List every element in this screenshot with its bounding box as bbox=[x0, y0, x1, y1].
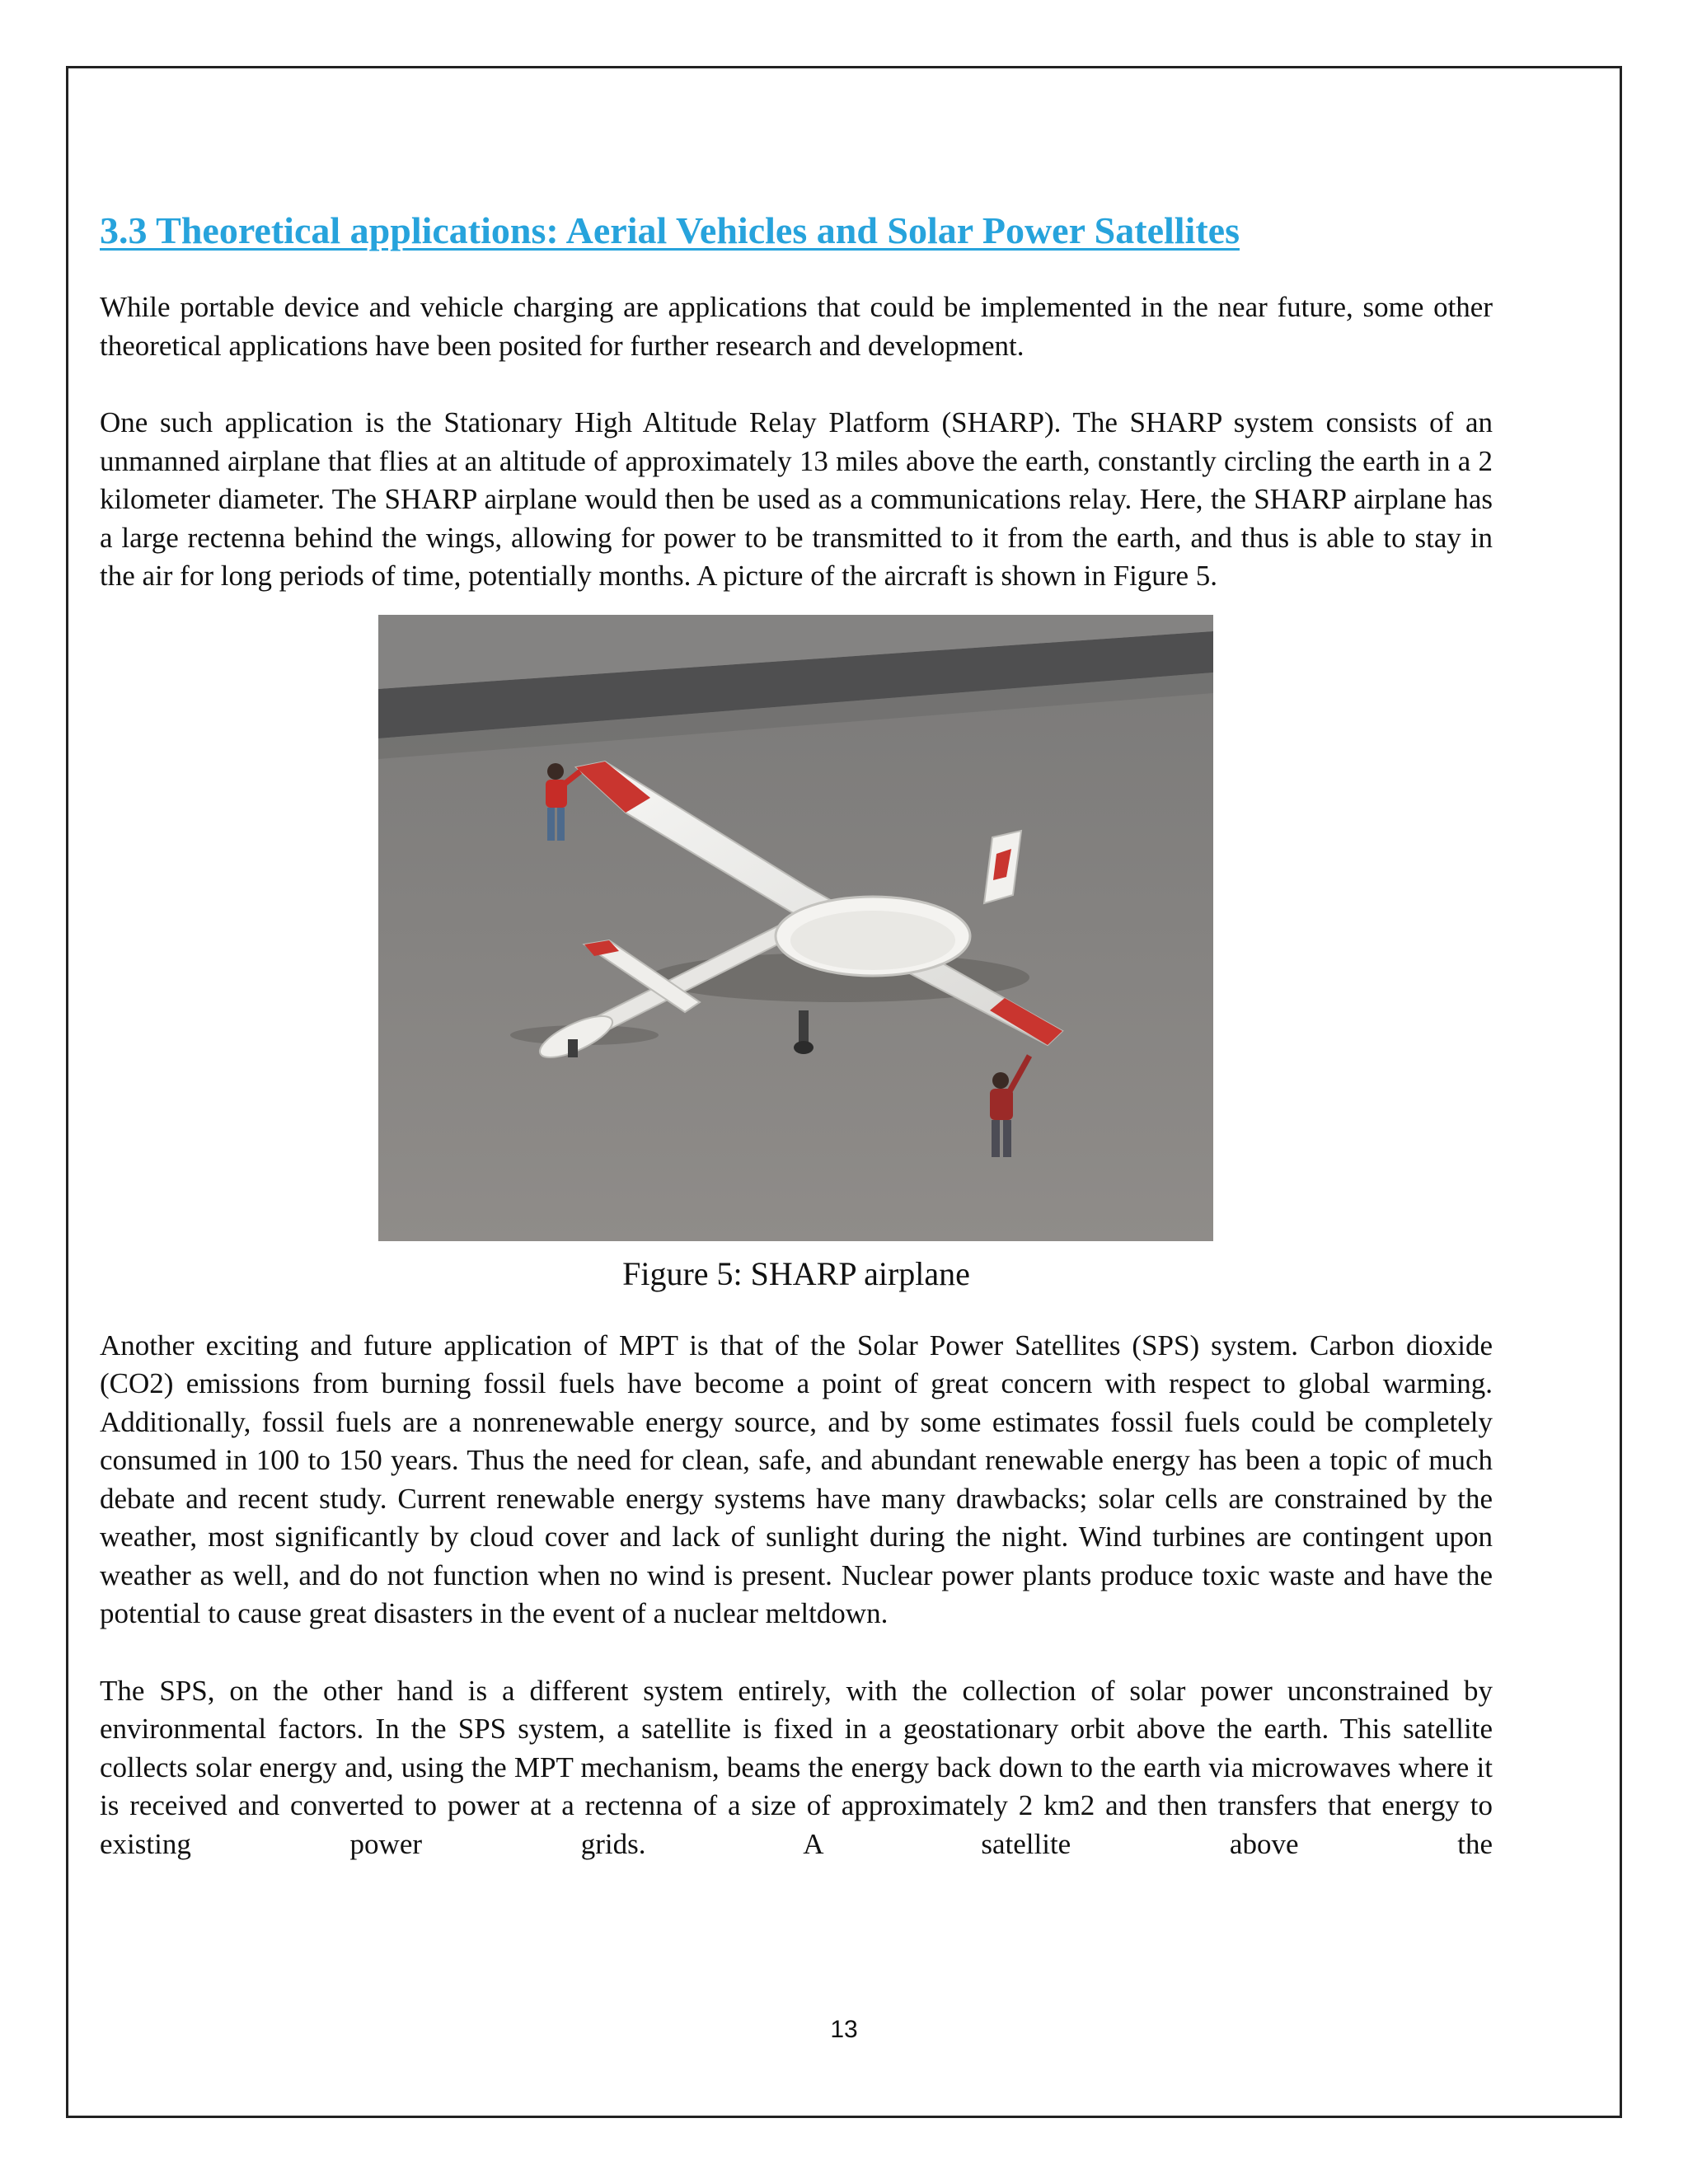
page-number: 13 bbox=[830, 2016, 858, 2043]
paragraph-sps-system: The SPS, on the other hand is a different system entirely, with the collection of solar power unconstrained by environmental factors. In the SPS system, a satellite is fixed in a geostationary orbit above the earth. This satellite collects solar energy and, using the MPT mechanism, beams the energy back down to the earth via microwaves where it is received and converted to power at a rectenna of a size of approximately 2 km2 and then transfers that energy to existing power grids. A satellite above the bbox=[100, 1674, 1493, 1860]
paragraph-sps-intro: Another exciting and future application of MPT is that of the Solar Power Satellites (SPS) system. Carbon dioxide (CO2) emissions from burning fossil fuels have become a point of great concern with respect to global warming. Additionally, fossil fuels are a nonrenewable energy source, and by some estimates fossil fuels could be completely consumed in 100 to 150 years. Thus the need for clean, safe, and abundant renewable energy has been a topic of much debate and recent study. Current renewable energy systems have many drawbacks; solar cells are constrained by the weather, most significantly by cloud cover and lack of sunlight during the night. Wind turbines are contingent upon weather as well, and do not function when no wind is present. Nuclear power plants produce toxic waste and have the potential to cause great disasters in the event of a nuclear meltdown. bbox=[100, 1329, 1493, 1629]
sharp-airplane-photo bbox=[378, 615, 1213, 1241]
figure-caption: Figure 5: SHARP airplane bbox=[622, 1254, 970, 1292]
document-body bbox=[100, 206, 1493, 1902]
paragraph-intro: While portable device and vehicle charging are applications that could be implemented in the near future, some other theoretical applications have been posited for further research and development. bbox=[100, 291, 1493, 362]
section-heading: 3.3 Theoretical applications: Aerial Vehicles and Solar Power Satellites bbox=[100, 209, 1240, 251]
figure-5 bbox=[100, 615, 1493, 1296]
paragraph-sharp: One such application is the Stationary High Altitude Relay Platform (SHARP). The SHARP system consists of an unmanned airplane that flies at an altitude of approximately 13 miles above the earth, constantly circling the earth in a 2 kilometer diameter. The SHARP airplane would then be used as a communications relay. Here, the SHARP airplane has a large rectenna behind the wings, allowing for power to be transmitted to it from the earth, and thus is able to stay in the air for long periods of time, potentially months. A picture of the aircraft is shown in Figure 5. bbox=[100, 406, 1493, 592]
